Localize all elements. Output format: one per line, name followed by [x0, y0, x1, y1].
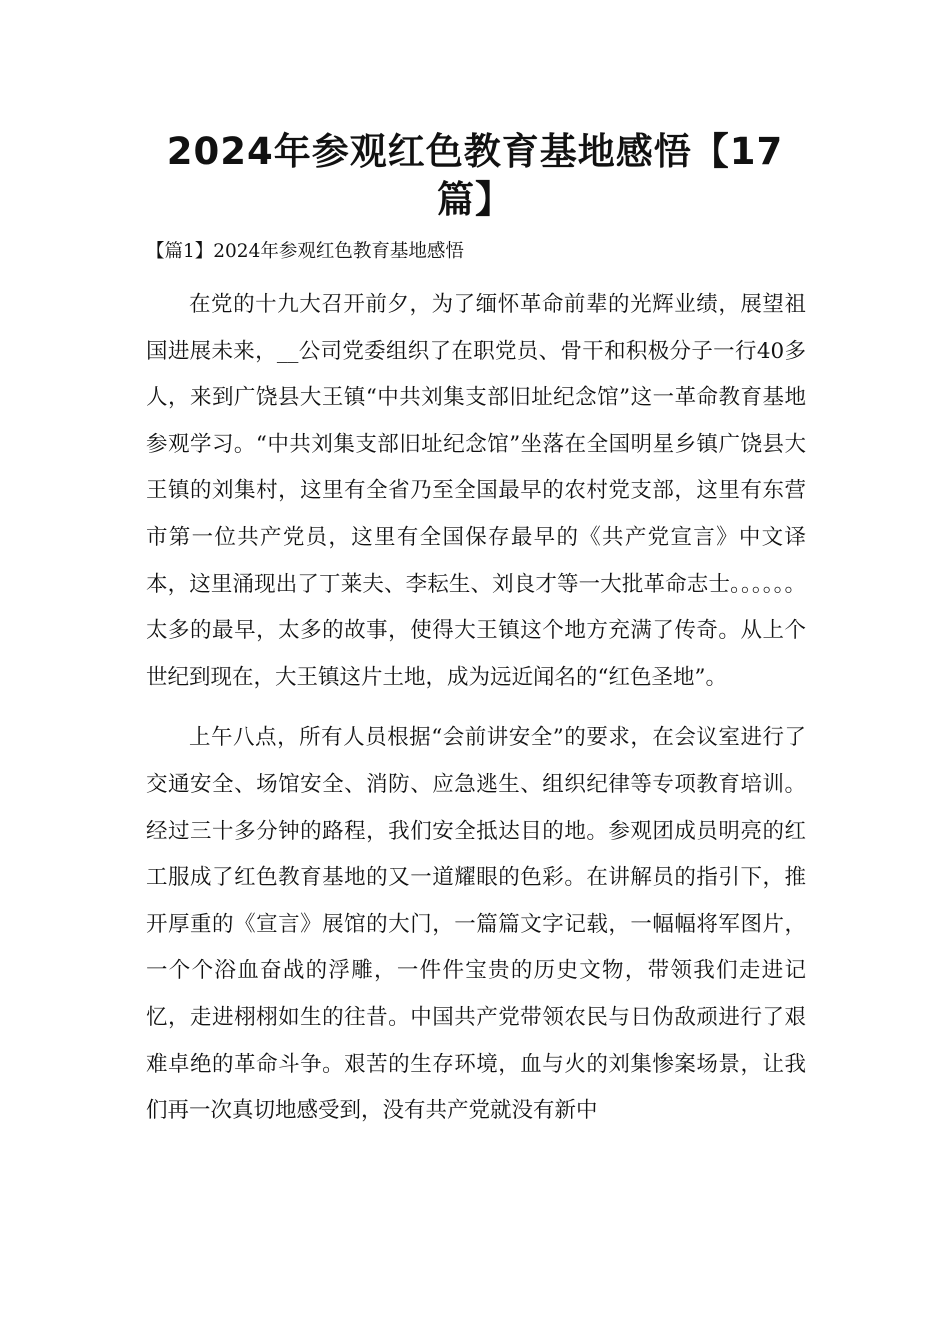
paragraph-2: 上午八点，所有人员根据“会前讲安全”的要求，在会议室进行了交通安全、场馆安全、消防、应急逃生、组织纪律等专项教育培训。经过三十多分钟的路程，我们安全抵达目的地。参观团成员明亮的红工服成了红色教育基地的又一道耀眼的色彩。在讲解员的指引下，推开厚重的《宣言》展馆的大门，一篇篇文字记载，一幅幅将军图片，一个个浴血奋战的浮雕，一件件宝贵的历史文物，带领我们走进记忆，走进栩栩如生的往昔。中国共产党带领农民与日伪敌顽进行了艰难卓绝的革命斗争。艰苦的生存环境，血与火的刘集惨案场景，让我们再一次真切地感受到，没有共产党就没有新中	[146, 725, 806, 1124]
paragraph-1: 在党的十九大召开前夕，为了缅怀革命前辈的光辉业绩，展望祖国进展未来，__公司党委组织了在职党员、骨干和积极分子一行40多人，来到广饶县大王镇“中共刘集支部旧址纪念馆”这一革命教育基地参观学习。“中共刘集支部旧址纪念馆”坐落在全国明星乡镇广饶县大王镇的刘集村，这里有全省乃至全国最早的农村党支部，这里有东营市第一位共产党员，这里有全国保存最早的《共产党宣言》中文译本，这里涌现出了丁莱夫、李耘生、刘良才等一大批革命志士。。。。。。太多的最早，太多的故事，使得大王镇这个地方充满了传奇。从上个世纪到现在，大王镇这片土地，成为远近闻名的“红色圣地”。	[146, 292, 806, 690]
document-title: 2024年参观红色教育基地感悟【17篇】	[166, 130, 784, 221]
document-body	[146, 282, 806, 1149]
section-heading: 【篇1】2024年参观红色教育基地感悟	[146, 241, 464, 262]
